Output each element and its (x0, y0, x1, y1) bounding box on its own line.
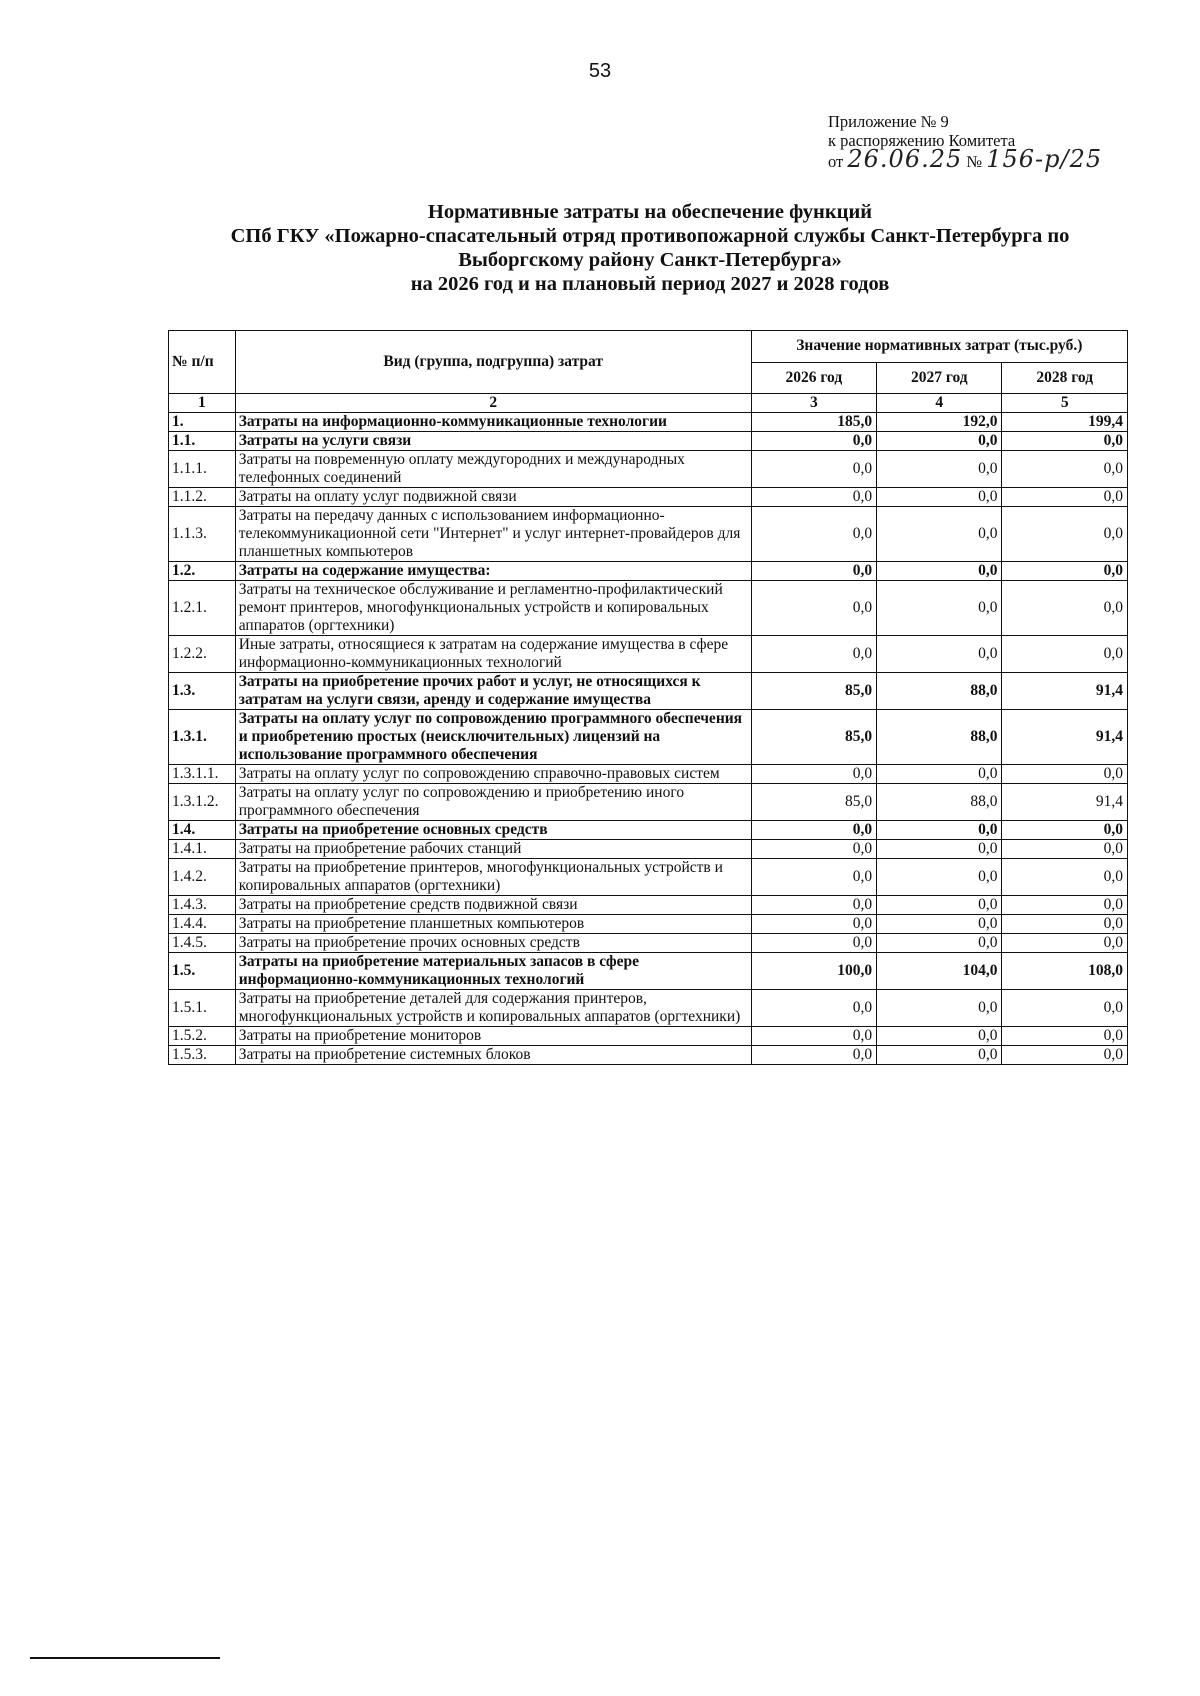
table-row (169, 915, 1128, 934)
index-cell: 4 (877, 394, 1002, 413)
row-value-2027: 0,0 (877, 859, 1002, 896)
appendix-date-prefix: от (828, 152, 844, 171)
appendix-date: 26.06.25 (847, 145, 963, 173)
table-row (169, 488, 1128, 507)
table-row (169, 896, 1128, 915)
table-row (169, 710, 1128, 765)
row-value-2028: 0,0 (1002, 859, 1128, 896)
index-cell: 3 (751, 394, 876, 413)
header-year-2026: 2026 год (751, 362, 876, 394)
table-row (169, 432, 1128, 451)
row-value-2026: 0,0 (751, 581, 876, 636)
title-line-2: СПб ГКУ «Пожарно-спасательный отряд противопожарной службы Санкт-Петербурга по Выборгскому району Санкт-Петербурга» (230, 225, 1070, 271)
row-number: 1.2. (169, 562, 236, 581)
row-value-2027: 0,0 (877, 581, 1002, 636)
row-value-2026: 0,0 (751, 896, 876, 915)
row-value-2027: 0,0 (877, 562, 1002, 581)
row-value-2027: 0,0 (877, 821, 1002, 840)
row-number: 1.5.1. (169, 990, 236, 1027)
row-value-2028: 0,0 (1002, 821, 1128, 840)
table-row (169, 673, 1128, 710)
page-number: 53 (588, 60, 612, 82)
table-row (169, 953, 1128, 990)
table-row (169, 413, 1128, 432)
row-value-2026: 185,0 (751, 413, 876, 432)
row-number: 1.4. (169, 821, 236, 840)
row-value-2026: 0,0 (751, 765, 876, 784)
table-row (169, 765, 1128, 784)
title-line-3: на 2026 год и на плановый период 2027 и 2028 годов (410, 273, 890, 295)
row-number: 1.3. (169, 673, 236, 710)
row-value-2027: 88,0 (877, 673, 1002, 710)
appendix-reference: к распоряжению Комитета (828, 131, 1016, 150)
row-value-2027: 0,0 (877, 840, 1002, 859)
row-value-2028: 91,4 (1002, 784, 1128, 821)
row-value-2028: 91,4 (1002, 673, 1128, 710)
row-cost-type: Затраты на приобретение материальных запасов в сфере информационно-коммуникационных технологий (235, 953, 751, 990)
row-number: 1. (169, 413, 236, 432)
row-value-2027: 0,0 (877, 990, 1002, 1027)
row-value-2028: 0,0 (1002, 934, 1128, 953)
row-number: 1.3.1.2. (169, 784, 236, 821)
row-number: 1.1.3. (169, 507, 236, 562)
row-number: 1.2.2. (169, 636, 236, 673)
index-cell: 2 (235, 394, 751, 413)
row-cost-type: Затраты на приобретение принтеров, многофункциональных устройств и копировальных аппаратов (оргтехники) (235, 859, 751, 896)
row-value-2028: 0,0 (1002, 1027, 1128, 1046)
row-value-2028: 0,0 (1002, 1046, 1128, 1065)
row-cost-type: Затраты на оплату услуг по сопровождению программного обеспечения и приобретению простых (неисключительных) лицензий на использование программного обеспечения (235, 710, 751, 765)
row-cost-type: Затраты на приобретение системных блоков (235, 1046, 751, 1065)
row-value-2026: 85,0 (751, 710, 876, 765)
document-title (190, 200, 1110, 296)
row-value-2026: 0,0 (751, 915, 876, 934)
header-name: Вид (группа, подгруппа) затрат (235, 331, 751, 394)
row-value-2028: 91,4 (1002, 710, 1128, 765)
table-row (169, 507, 1128, 562)
row-number: 1.1.2. (169, 488, 236, 507)
costs-table (168, 330, 1128, 1065)
row-value-2028: 0,0 (1002, 765, 1128, 784)
table-row (169, 1027, 1128, 1046)
row-value-2028: 0,0 (1002, 915, 1128, 934)
row-value-2027: 0,0 (877, 934, 1002, 953)
table-row (169, 636, 1128, 673)
row-value-2027: 0,0 (877, 488, 1002, 507)
row-value-2026: 100,0 (751, 953, 876, 990)
row-value-2026: 0,0 (751, 562, 876, 581)
row-number: 1.4.5. (169, 934, 236, 953)
row-number: 1.4.2. (169, 859, 236, 896)
appendix-number-sign: № (966, 152, 983, 171)
row-value-2026: 85,0 (751, 784, 876, 821)
row-number: 1.4.4. (169, 915, 236, 934)
row-value-2028: 0,0 (1002, 562, 1128, 581)
row-value-2028: 0,0 (1002, 581, 1128, 636)
appendix-block (828, 112, 1128, 171)
row-value-2026: 0,0 (751, 432, 876, 451)
row-cost-type: Затраты на приобретение рабочих станций (235, 840, 751, 859)
row-value-2026: 0,0 (751, 859, 876, 896)
table-header-row (169, 331, 1128, 363)
row-cost-type: Затраты на приобретение средств подвижной связи (235, 896, 751, 915)
row-value-2027: 0,0 (877, 1046, 1002, 1065)
row-value-2027: 88,0 (877, 784, 1002, 821)
row-number: 1.1. (169, 432, 236, 451)
row-cost-type: Затраты на оплату услуг по сопровождению справочно-правовых систем (235, 765, 751, 784)
row-value-2026: 0,0 (751, 636, 876, 673)
row-value-2027: 0,0 (877, 896, 1002, 915)
row-cost-type: Затраты на информационно-коммуникационные технологии (235, 413, 751, 432)
row-cost-type: Затраты на оплату услуг по сопровождению и приобретению иного программного обеспечения (235, 784, 751, 821)
header-num: № п/п (169, 331, 236, 394)
row-number: 1.5.2. (169, 1027, 236, 1046)
row-cost-type: Иные затраты, относящиеся к затратам на содержание имущества в сфере информационно-коммуникационных технологий (235, 636, 751, 673)
table-row (169, 934, 1128, 953)
table-row (169, 990, 1128, 1027)
row-value-2026: 0,0 (751, 1046, 876, 1065)
table-row (169, 581, 1128, 636)
table-index-row (169, 394, 1128, 413)
row-number: 1.5. (169, 953, 236, 990)
row-value-2026: 0,0 (751, 451, 876, 488)
table-row (169, 1046, 1128, 1065)
row-value-2028: 199,4 (1002, 413, 1128, 432)
appendix-date-line (828, 145, 1128, 173)
row-value-2028: 0,0 (1002, 990, 1128, 1027)
index-cell: 1 (169, 394, 236, 413)
table-row (169, 784, 1128, 821)
costs-table-wrapper (168, 330, 1128, 1065)
row-cost-type: Затраты на оплату услуг подвижной связи (235, 488, 751, 507)
table-row (169, 451, 1128, 488)
row-number: 1.4.1. (169, 840, 236, 859)
row-value-2026: 0,0 (751, 990, 876, 1027)
row-cost-type: Затраты на услуги связи (235, 432, 751, 451)
row-value-2028: 108,0 (1002, 953, 1128, 990)
row-number: 1.1.1. (169, 451, 236, 488)
row-value-2028: 0,0 (1002, 451, 1128, 488)
row-number: 1.4.3. (169, 896, 236, 915)
row-cost-type: Затраты на повременную оплату междугородних и международных телефонных соединений (235, 451, 751, 488)
header-year-2027: 2027 год (877, 362, 1002, 394)
row-value-2026: 0,0 (751, 840, 876, 859)
row-cost-type: Затраты на техническое обслуживание и регламентно-профилактический ремонт принтеров, многофункциональных устройств и копировальных аппаратов (оргтехники) (235, 581, 751, 636)
row-cost-type: Затраты на приобретение прочих работ и услуг, не относящихся к затратам на услуги связи, аренду и содержание имущества (235, 673, 751, 710)
row-cost-type: Затраты на приобретение основных средств (235, 821, 751, 840)
row-value-2026: 0,0 (751, 507, 876, 562)
header-values: Значение нормативных затрат (тыс.руб.) (751, 331, 1127, 363)
row-value-2027: 0,0 (877, 451, 1002, 488)
row-value-2028: 0,0 (1002, 896, 1128, 915)
row-number: 1.3.1.1. (169, 765, 236, 784)
footnote-separator (30, 1657, 220, 1659)
title-line-1: Нормативные затраты на обеспечение функций (427, 201, 873, 223)
row-value-2026: 85,0 (751, 673, 876, 710)
appendix-title: Приложение № 9 (828, 112, 949, 131)
row-value-2027: 88,0 (877, 710, 1002, 765)
row-value-2027: 104,0 (877, 953, 1002, 990)
table-row (169, 562, 1128, 581)
row-number: 1.2.1. (169, 581, 236, 636)
row-value-2026: 0,0 (751, 821, 876, 840)
row-value-2027: 0,0 (877, 765, 1002, 784)
row-cost-type: Затраты на содержание имущества: (235, 562, 751, 581)
row-value-2028: 0,0 (1002, 432, 1128, 451)
header-year-2028: 2028 год (1002, 362, 1128, 394)
row-value-2027: 0,0 (877, 432, 1002, 451)
appendix-number: 156-р/25 (986, 145, 1103, 173)
row-value-2027: 192,0 (877, 413, 1002, 432)
row-value-2026: 0,0 (751, 934, 876, 953)
index-cell: 5 (1002, 394, 1128, 413)
row-value-2027: 0,0 (877, 507, 1002, 562)
row-value-2026: 0,0 (751, 1027, 876, 1046)
row-number: 1.3.1. (169, 710, 236, 765)
row-cost-type: Затраты на передачу данных с использованием информационно-телекоммуникационной сети "Интернет" и услуг интернет-провайдеров для планшетных компьютеров (235, 507, 751, 562)
row-cost-type: Затраты на приобретение прочих основных средств (235, 934, 751, 953)
row-cost-type: Затраты на приобретение мониторов (235, 1027, 751, 1046)
row-number: 1.5.3. (169, 1046, 236, 1065)
row-value-2027: 0,0 (877, 1027, 1002, 1046)
row-cost-type: Затраты на приобретение деталей для содержания принтеров, многофункциональных устройств и копировальных аппаратов (оргтехники) (235, 990, 751, 1027)
row-value-2026: 0,0 (751, 488, 876, 507)
row-value-2028: 0,0 (1002, 507, 1128, 562)
table-row (169, 859, 1128, 896)
table-row (169, 840, 1128, 859)
row-cost-type: Затраты на приобретение планшетных компьютеров (235, 915, 751, 934)
row-value-2027: 0,0 (877, 915, 1002, 934)
row-value-2028: 0,0 (1002, 636, 1128, 673)
row-value-2028: 0,0 (1002, 488, 1128, 507)
row-value-2027: 0,0 (877, 636, 1002, 673)
row-value-2028: 0,0 (1002, 840, 1128, 859)
table-row (169, 821, 1128, 840)
